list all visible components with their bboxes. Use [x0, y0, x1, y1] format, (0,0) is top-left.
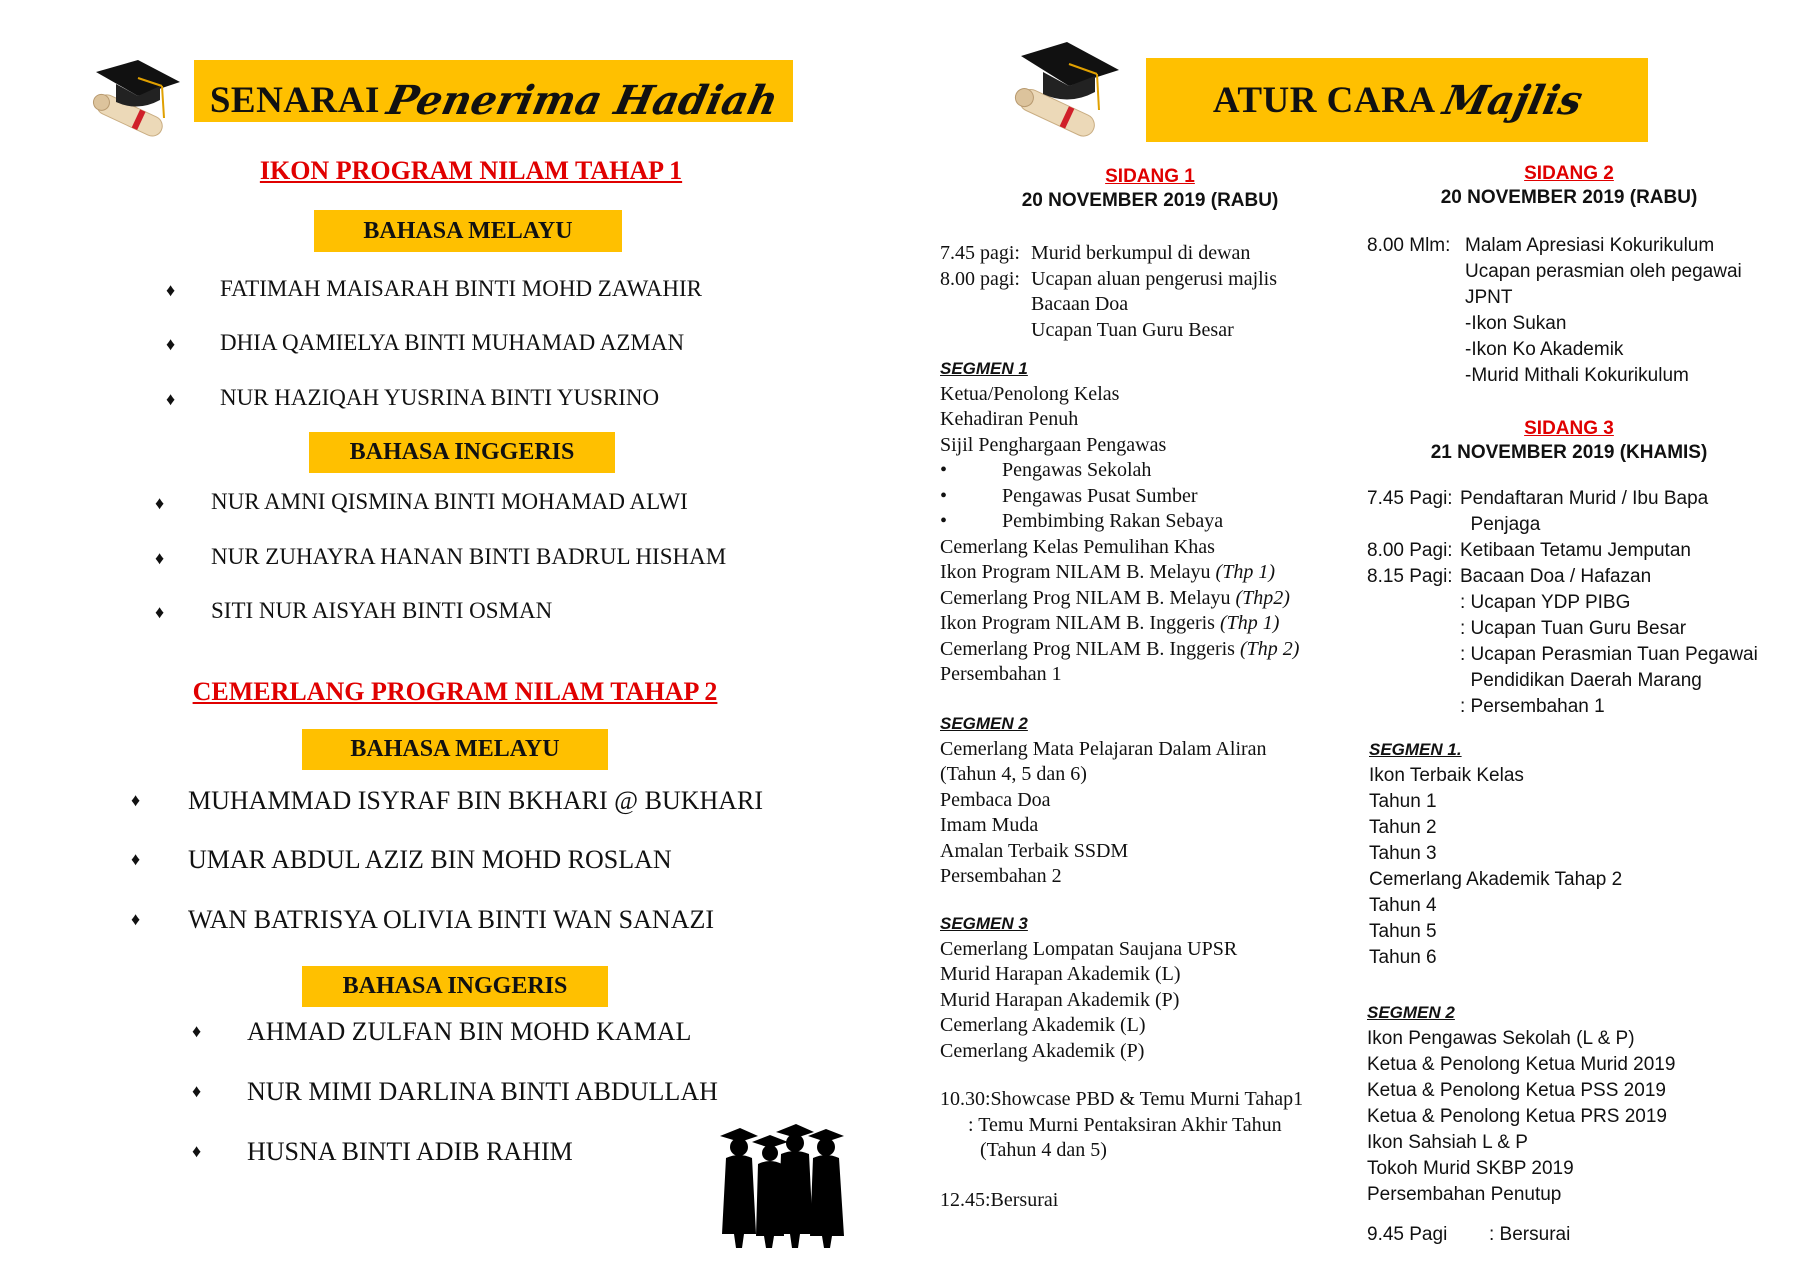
item-text: Tahun 2: [1369, 817, 1437, 838]
schedule-text: Bacaan Doa / Hafazan: [1460, 566, 1652, 587]
title-script: Penerima Hadiah: [382, 76, 783, 124]
schedule-text: Penjaga: [1460, 514, 1541, 535]
segmen-item: [1367, 1078, 1675, 1104]
sidang-label: SIDANG 1: [1105, 166, 1195, 187]
segmen-item: [1369, 841, 1622, 867]
group-label: BAHASA INGGERIS: [342, 973, 568, 999]
diamond-bullet-icon: ♦: [192, 1081, 202, 1101]
schedule-time: 7.45 pagi:: [940, 242, 1020, 264]
segmen-item: [940, 988, 1237, 1014]
schedule-time: 8.00 Mlm:: [1367, 235, 1451, 256]
schedule-row: [1367, 590, 1758, 616]
segmen-item: [940, 937, 1237, 963]
recipient-name: UMAR ABDUL AZIZ BIN MOHD ROSLAN: [188, 845, 672, 874]
diamond-bullet-icon: ♦: [131, 909, 141, 929]
item-text: Ketua & Penolong Ketua PRS 2019: [1367, 1106, 1668, 1127]
diamond-bullet-icon: ♦: [192, 1141, 202, 1161]
segmen-heading: SEGMEN 3: [940, 914, 1028, 933]
schedule-time: [940, 318, 1031, 344]
bullet-icon: •: [940, 510, 948, 532]
recipient-name: DHIA QAMIELYA BINTI MUHAMAD AZMAN: [220, 330, 685, 355]
diamond-bullet-icon: ♦: [155, 493, 165, 513]
sidang-date: 21 NOVEMBER 2019 (KHAMIS): [1430, 442, 1708, 463]
schedule-row: [1367, 311, 1742, 337]
schedule-row: [1367, 668, 1758, 694]
segmen-item: [1369, 867, 1622, 893]
sidang-1-closing: 12.45:Bersurai: [940, 1189, 1059, 1211]
item-text: Pengawas Pusat Sumber: [1002, 484, 1198, 507]
segmen-item: [940, 813, 1267, 839]
group-banner-bm-1: [314, 210, 622, 252]
schedule-row: [1367, 512, 1758, 538]
atur-cara-title-banner: [1146, 58, 1648, 142]
bullet-icon: •: [940, 459, 948, 481]
item-text: Tahun 1: [1369, 791, 1437, 812]
diamond-bullet-icon: ♦: [166, 280, 176, 300]
recipient-name: FATIMAH MAISARAH BINTI MOHD ZAWAHIR: [220, 276, 703, 301]
segmen-item: [940, 662, 1299, 688]
segmen-item: [940, 407, 1299, 433]
graduation-cap-scroll-icon: [86, 56, 182, 142]
segmen-item: [940, 839, 1267, 865]
item-text: Ketua & Penolong Ketua Murid 2019: [1367, 1054, 1676, 1075]
segmen-item: [940, 962, 1237, 988]
schedule-time: [1367, 642, 1460, 668]
schedule-time: [1367, 311, 1465, 337]
item-text: Cemerlang Akademik Tahap 2: [1369, 869, 1623, 890]
item-text: Tahun 5: [1369, 921, 1437, 942]
schedule-time: [1367, 694, 1460, 720]
item-text: Murid Harapan Akademik (P): [940, 988, 1180, 1011]
schedule-row: [1367, 486, 1758, 512]
segmen-item: [940, 762, 1267, 788]
schedule-row: [1367, 259, 1742, 285]
item-text: Pengawas Sekolah: [1002, 459, 1152, 481]
item-text: Cemerlang Lompatan Saujana UPSR: [940, 937, 1238, 960]
item-text: Ikon Sahsiah L & P: [1367, 1132, 1528, 1153]
segmen-item: [940, 382, 1299, 408]
schedule-text: Ucapan perasmian oleh pegawai: [1465, 261, 1742, 282]
item-text: Tahun 3: [1369, 843, 1437, 864]
item-text: Ikon Program NILAM B. Melayu: [940, 561, 1211, 583]
segmen-item: [940, 509, 1299, 535]
segmen-item: [940, 484, 1299, 510]
group-banner-bi-2: [302, 966, 608, 1007]
item-note: (Thp 1): [1219, 612, 1280, 634]
sidang-1-segmen-1: [940, 356, 1299, 688]
group-label: BAHASA MELAYU: [350, 736, 560, 762]
sidang-date: 20 NOVEMBER 2019 (RABU): [1021, 190, 1279, 211]
sidang-3-header: [1431, 418, 1708, 464]
recipient-name: MUHAMMAD ISYRAF BIN BKHARI @ BUKHARI: [188, 786, 764, 815]
bullet-icon: •: [940, 484, 948, 507]
item-note: (Thp 1): [1215, 561, 1275, 583]
schedule-row: [1367, 337, 1742, 363]
schedule-text: Ucapan Tuan Guru Besar: [1031, 318, 1234, 341]
recipient-name: SITI NUR AISYAH BINTI OSMAN: [211, 598, 553, 623]
schedule-row: [1367, 538, 1758, 564]
recipient-name: NUR HAZIQAH YUSRINA BINTI YUSRINO: [220, 385, 660, 410]
item-text: Amalan Terbaik SSDM: [940, 839, 1129, 862]
graduates-silhouette-icon: [718, 1122, 848, 1250]
segmen-heading: SEGMEN 2: [1367, 1003, 1455, 1022]
item-text: Tokoh Murid SKBP 2019: [1367, 1158, 1574, 1179]
item-text: Tahun 4: [1369, 895, 1437, 916]
sidang-1-showcase: [940, 1087, 1303, 1164]
schedule-row: [1367, 616, 1758, 642]
sidang-3-items: [1367, 486, 1758, 720]
schedule-row: [1367, 363, 1742, 389]
segmen-item: [940, 1039, 1237, 1065]
sidang-3-segmen-2: [1367, 1000, 1675, 1208]
item-text: Cemerlang Akademik (L): [940, 1014, 1146, 1036]
item-text: Cemerlang Kelas Pemulihan Khas: [940, 535, 1215, 558]
item-text: Kehadiran Penuh: [940, 408, 1079, 430]
segmen-item: [940, 788, 1267, 814]
schedule-time: 8.00 Pagi:: [1367, 540, 1453, 561]
sidang-label: SIDANG 3: [1524, 418, 1614, 439]
schedule-text: Malam Apresiasi Kokurikulum: [1465, 235, 1715, 256]
schedule-time: [940, 292, 1031, 318]
segmen-item: [940, 1013, 1237, 1039]
schedule-time: [1367, 668, 1460, 694]
schedule-text: Bacaan Doa: [1031, 293, 1129, 315]
segmen-item: [1367, 1104, 1675, 1130]
recipient-name: AHMAD ZULFAN BIN MOHD KAMAL: [247, 1017, 692, 1046]
segmen-heading: SEGMEN 1: [940, 359, 1028, 378]
segmen-item: [1369, 893, 1622, 919]
item-text: Murid Harapan Akademik (L): [940, 963, 1181, 985]
schedule-time: [1367, 259, 1465, 285]
closing-time: 9.45 Pagi: [1367, 1224, 1448, 1245]
schedule-time: 7.45 Pagi:: [1367, 488, 1453, 509]
sidang-3-closing: [1367, 1222, 1570, 1248]
segmen-item: [1369, 763, 1622, 789]
segmen-item: [1369, 945, 1622, 971]
item-text: Pembaca Doa: [940, 788, 1051, 811]
segmen-item: [940, 535, 1299, 561]
item-text: Cemerlang Mata Pelajaran Dalam Aliran: [940, 737, 1267, 760]
recipient-name: WAN BATRISYA OLIVIA BINTI WAN SANAZI: [188, 905, 715, 934]
showcase-line: (Tahun 4 dan 5): [980, 1139, 1107, 1161]
sidang-label: SIDANG 2: [1524, 163, 1614, 184]
sidang-date: 20 NOVEMBER 2019 (RABU): [1440, 187, 1698, 208]
schedule-row: [940, 292, 1277, 318]
schedule-text: : Persembahan 1: [1460, 696, 1605, 717]
item-text: Cemerlang Prog NILAM B. Melayu: [940, 586, 1231, 609]
schedule-row: [940, 267, 1277, 293]
segmen-heading: SEGMEN 2: [940, 714, 1028, 733]
title-main: ATUR CARA: [1212, 79, 1436, 121]
segmen-item: [940, 637, 1299, 663]
item-text: Persembahan Penutup: [1367, 1184, 1562, 1205]
schedule-time: [1367, 590, 1460, 616]
schedule-row: [1367, 564, 1758, 590]
schedule-time: [1367, 337, 1465, 363]
schedule-text: : Ucapan Perasmian Tuan Pegawai: [1460, 644, 1758, 665]
item-note: (Thp2): [1235, 586, 1290, 609]
segmen-item: [1367, 1052, 1675, 1078]
segmen-heading: SEGMEN 1.: [1369, 740, 1462, 759]
schedule-row: [1367, 694, 1758, 720]
item-text: Cemerlang Akademik (P): [940, 1039, 1145, 1062]
diamond-bullet-icon: ♦: [166, 389, 176, 409]
schedule-time: 8.15 Pagi:: [1367, 566, 1453, 587]
item-text: (Tahun 4, 5 dan 6): [940, 763, 1087, 785]
item-text: Pembimbing Rakan Sebaya: [1002, 510, 1224, 532]
segmen-item: [1367, 1156, 1675, 1182]
schedule-row: [1367, 233, 1742, 259]
sidang-3-segmen-1: [1369, 737, 1622, 971]
schedule-text: Ucapan aluan pengerusi majlis: [1031, 267, 1278, 290]
group-banner-bi-1: [309, 432, 615, 473]
segmen-item: [940, 433, 1299, 459]
schedule-text: : Ucapan YDP PIBG: [1460, 592, 1631, 613]
recipient-name: HUSNA BINTI ADIB RAHIM: [247, 1137, 573, 1166]
item-text: Persembahan 2: [940, 865, 1062, 887]
group-label: BAHASA MELAYU: [363, 217, 573, 244]
item-text: Imam Muda: [940, 814, 1039, 836]
schedule-row: [940, 241, 1277, 267]
segmen-item: [940, 864, 1267, 890]
schedule-row: [1367, 285, 1742, 311]
item-text: Ikon Program NILAM B. Inggeris: [940, 612, 1215, 634]
item-text: Ikon Terbaik Kelas: [1369, 765, 1524, 786]
diamond-bullet-icon: ♦: [131, 790, 141, 810]
item-text: Persembahan 1: [940, 663, 1062, 685]
schedule-time: 8.00 pagi:: [940, 267, 1020, 290]
segmen-item: [1369, 789, 1622, 815]
sidang-1-segmen-2: [940, 711, 1267, 890]
schedule-row: [1367, 642, 1758, 668]
schedule-text: -Ikon Ko Akademik: [1465, 339, 1624, 360]
closing-text: : Bersurai: [1489, 1224, 1571, 1245]
sidang-2-items: [1367, 233, 1742, 389]
item-text: Ikon Pengawas Sekolah (L & P): [1367, 1028, 1635, 1049]
sidang-1-opening: [940, 241, 1277, 343]
group-label: BAHASA INGGERIS: [349, 439, 575, 465]
schedule-text: JPNT: [1465, 287, 1513, 308]
showcase-line: : Temu Murni Pentaksiran Akhir Tahun: [968, 1113, 1282, 1136]
sidang-1-header: [1022, 166, 1279, 212]
segmen-item: [1369, 815, 1622, 841]
item-text: Ketua & Penolong Ketua PSS 2019: [1367, 1080, 1666, 1101]
schedule-text: Pendaftaran Murid / Ibu Bapa: [1460, 488, 1709, 509]
diamond-bullet-icon: ♦: [192, 1021, 202, 1041]
recipient-name: NUR MIMI DARLINA BINTI ABDULLAH: [247, 1077, 718, 1106]
segmen-item: [940, 458, 1299, 484]
schedule-time: [1367, 285, 1465, 311]
graduation-cap-scroll-icon: [1007, 40, 1121, 140]
diamond-bullet-icon: ♦: [155, 548, 165, 568]
item-note: (Thp 2): [1239, 637, 1300, 660]
title-main: SENARAI: [209, 79, 380, 121]
schedule-list: [1367, 233, 1742, 389]
segmen-item: [940, 737, 1267, 763]
item-text: Tahun 6: [1369, 947, 1437, 968]
segmen-item: [1369, 919, 1622, 945]
senarai-title-banner: [194, 60, 793, 122]
recipient-name: NUR ZUHAYRA HANAN BINTI BADRUL HISHAM: [211, 544, 727, 569]
schedule-text: -Ikon Sukan: [1465, 313, 1567, 334]
segmen-item: [1367, 1182, 1675, 1208]
sidang-2-header: [1441, 163, 1698, 209]
item-text: Cemerlang Prog NILAM B. Inggeris: [940, 637, 1235, 660]
sidang-1-segmen-3: [940, 911, 1237, 1064]
item-text: Ketua/Penolong Kelas: [940, 382, 1120, 405]
schedule-text: : Ucapan Tuan Guru Besar: [1460, 618, 1687, 639]
group-banner-bm-2: [302, 729, 608, 770]
diamond-bullet-icon: ♦: [131, 849, 141, 869]
diamond-bullet-icon: ♦: [166, 334, 176, 354]
segmen-item: [1367, 1130, 1675, 1156]
schedule-time: [1367, 363, 1465, 389]
item-text: Sijil Penghargaan Pengawas: [940, 433, 1167, 456]
schedule-text: Ketibaan Tetamu Jemputan: [1460, 540, 1691, 561]
schedule-text: Murid berkumpul di dewan: [1031, 242, 1251, 264]
schedule-list: [1367, 486, 1758, 720]
segmen-item: [1367, 1026, 1675, 1052]
showcase-line: 10.30:Showcase PBD & Temu Murni Tahap1: [940, 1088, 1304, 1110]
title-script: Majlis: [1438, 76, 1587, 124]
segmen-item: [940, 586, 1299, 612]
schedule-list: [940, 241, 1277, 343]
schedule-row: [940, 318, 1277, 344]
section-heading-ikon: IKON PROGRAM NILAM TAHAP 1: [259, 156, 683, 185]
segmen-item: [940, 560, 1299, 586]
segmen-item: [940, 611, 1299, 637]
schedule-time: [1367, 616, 1460, 642]
recipient-name: NUR AMNI QISMINA BINTI MOHAMAD ALWI: [211, 489, 688, 514]
schedule-text: -Murid Mithali Kokurikulum: [1465, 365, 1689, 386]
schedule-time: [1367, 512, 1460, 538]
section-heading-cemerlang: CEMERLANG PROGRAM NILAM TAHAP 2: [192, 677, 718, 706]
diamond-bullet-icon: ♦: [155, 602, 165, 622]
schedule-text: Pendidikan Daerah Marang: [1460, 670, 1702, 691]
